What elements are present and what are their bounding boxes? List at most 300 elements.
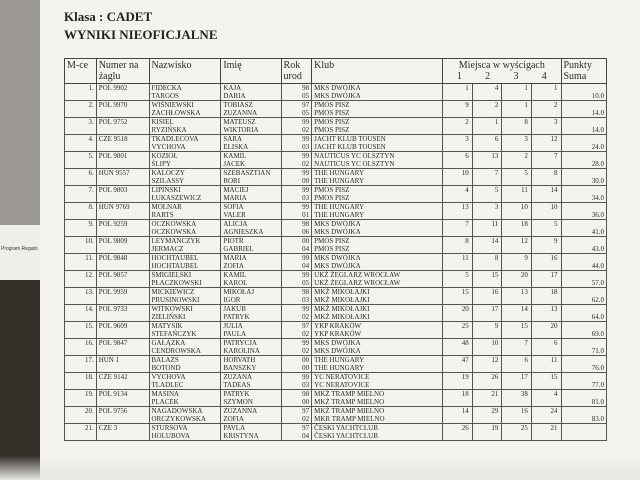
race-2-place-cell-text: 17 — [491, 305, 499, 313]
race-2-place-cell-text: 21 — [491, 390, 499, 398]
club-cell-text: PMOS PISZ — [314, 126, 350, 134]
birth-year-cell-text: 03 — [302, 143, 310, 151]
first-name-cell-text: ALICJA — [223, 220, 248, 228]
club-cell — [312, 322, 443, 339]
table-row — [65, 169, 607, 186]
race-1-place-cell — [443, 271, 473, 288]
surname-cell — [149, 101, 221, 118]
sail-number-cell — [96, 407, 149, 424]
surname-cell-text: STURSOVA — [151, 424, 188, 432]
race-4-place-cell-text: 17 — [550, 271, 558, 279]
race-4-place-cell — [531, 305, 561, 322]
race-1-place-cell — [443, 322, 473, 339]
race-1-place-cell — [443, 118, 473, 135]
points-total-cell-text: 10.0 — [591, 92, 604, 100]
header-surname: Nazwisko — [149, 59, 221, 84]
place-cell — [65, 84, 97, 101]
race-1-place-cell — [443, 220, 473, 237]
sail-number-cell — [96, 271, 149, 288]
first-name-cell — [221, 254, 281, 271]
surname-cell — [149, 135, 221, 152]
club-cell-text: ČESKI YACHTCLUB — [314, 424, 378, 432]
club-cell-text: NAUTICUS YC OLSZTYN — [314, 160, 395, 168]
place-cell-text: 14. — [84, 305, 94, 313]
birth-year-cell-text: 97 — [302, 424, 310, 432]
race-3-place-cell-text: 20 — [520, 271, 528, 279]
birth-year-cell-text: 00 — [302, 177, 310, 185]
header-race-3: 3 — [513, 71, 519, 82]
race-3-place-cell — [502, 84, 532, 101]
race-3-place-cell-text: 25 — [520, 424, 528, 432]
sail-number-cell — [96, 288, 149, 305]
race-2-place-cell-text: 2 — [494, 101, 499, 109]
race-4-place-cell-text: 3 — [554, 118, 558, 126]
race-2-place-cell — [472, 84, 502, 101]
birth-year-cell-text: 97 — [302, 407, 310, 415]
sail-number-cell-text: CZE 9142 — [98, 373, 128, 381]
sail-number-cell-text: HUN 9769 — [98, 203, 130, 211]
club-cell-text: THE HUNGARY — [314, 177, 365, 185]
race-1-place-cell-text: 2 — [465, 118, 469, 126]
sail-number-cell — [96, 135, 149, 152]
race-3-place-cell — [502, 390, 532, 407]
race-2-place-cell — [472, 271, 502, 288]
points-total-cell-text: 83.0 — [591, 415, 604, 423]
points-total-cell — [561, 271, 607, 288]
surname-cell-text: GAŁĄZKA — [151, 339, 186, 347]
place-cell-text: 4. — [88, 135, 94, 143]
club-cell-text: MKŻ TRAMP MIELNO — [314, 390, 385, 398]
first-name-cell-text: KAJA — [223, 84, 242, 92]
place-cell-text: 11. — [85, 254, 94, 262]
birth-year-cell — [281, 118, 312, 135]
first-name-cell — [221, 84, 281, 101]
sail-number-cell — [96, 203, 149, 220]
sail-number-cell — [96, 186, 149, 203]
surname-cell-text: RARTS — [151, 211, 174, 219]
race-1-place-cell-text: 8 — [465, 237, 469, 245]
surname-cell-text: RYZIŃSKA — [151, 126, 187, 134]
points-total-cell — [561, 305, 607, 322]
place-cell-text: 18. — [84, 373, 94, 381]
place-cell — [65, 271, 97, 288]
first-name-cell-text: MARIA — [223, 254, 247, 262]
points-total-cell-text: 34.0 — [591, 194, 604, 202]
table-header-row — [65, 59, 607, 84]
first-name-cell — [221, 186, 281, 203]
first-name-cell — [221, 220, 281, 237]
race-4-place-cell — [531, 135, 561, 152]
surname-cell — [149, 118, 221, 135]
birth-year-cell — [281, 305, 312, 322]
first-name-cell-text: KRISTYNA — [223, 432, 259, 440]
table-row — [65, 84, 607, 101]
race-4-place-cell — [531, 169, 561, 186]
sail-number-cell — [96, 322, 149, 339]
birth-year-cell — [281, 203, 312, 220]
surname-cell-text: MICKIEWICZ — [151, 288, 195, 296]
race-1-place-cell-text: 6 — [465, 152, 469, 160]
race-4-place-cell — [531, 254, 561, 271]
points-total-cell-text: 71.0 — [591, 347, 604, 355]
club-cell-text: UKŻ ŻEGLARZ WROCŁAW — [314, 271, 401, 279]
race-4-place-cell-text: 8 — [554, 169, 558, 177]
surname-cell — [149, 220, 221, 237]
first-name-cell — [221, 390, 281, 407]
first-name-cell-text: ZUZANNA — [223, 109, 258, 117]
race-2-place-cell-text: 6 — [494, 135, 499, 143]
race-2-place-cell — [472, 203, 502, 220]
first-name-cell-text: MIKOŁAJ — [223, 288, 255, 296]
race-3-place-cell-text: 12 — [520, 237, 528, 245]
first-name-cell-text: SZEBASZTIAN — [223, 169, 271, 177]
race-4-place-cell — [531, 101, 561, 118]
birth-year-cell-text: 99 — [302, 152, 310, 160]
points-total-cell — [561, 152, 607, 169]
birth-year-cell-text: 99 — [302, 135, 310, 143]
club-cell — [312, 203, 443, 220]
first-name-cell-text: SOFIA — [223, 203, 244, 211]
place-cell-text: 10. — [84, 237, 94, 245]
race-2-place-cell — [472, 237, 502, 254]
club-cell — [312, 339, 443, 356]
place-cell — [65, 373, 97, 390]
points-total-cell-text: 57.0 — [591, 279, 604, 287]
club-cell-text: PMOS PISZ — [314, 237, 350, 245]
birth-year-cell-text: 01 — [302, 211, 310, 219]
place-cell — [65, 322, 97, 339]
surname-cell-text: BOTOND — [151, 364, 181, 372]
sail-number-cell-text: POL 9847 — [98, 339, 128, 347]
sail-number-cell — [96, 254, 149, 271]
first-name-cell-text: PATRYCJA — [223, 339, 257, 347]
first-name-cell-text: HORVATH — [223, 356, 256, 364]
points-total-cell — [561, 322, 607, 339]
sail-number-cell-text: HUN 1 — [98, 356, 120, 364]
race-1-place-cell-text: 10 — [461, 169, 469, 177]
first-name-cell — [221, 356, 281, 373]
points-total-cell — [561, 373, 607, 390]
race-1-place-cell-text: 1 — [465, 84, 469, 92]
birth-year-cell-text: 97 — [302, 101, 310, 109]
points-total-cell-text: 36.0 — [591, 211, 604, 219]
race-3-place-cell-text: 14 — [520, 305, 528, 313]
race-1-place-cell — [443, 135, 473, 152]
birth-year-cell — [281, 237, 312, 254]
first-name-cell-text: RORI — [223, 177, 241, 185]
race-4-place-cell-text: 4 — [554, 390, 558, 398]
race-3-place-cell-text: 2 — [524, 152, 528, 160]
header-club: Klub — [312, 59, 443, 84]
race-4-place-cell-text: 13 — [550, 305, 558, 313]
race-1-place-cell — [443, 305, 473, 322]
race-3-place-cell-text: 9 — [524, 254, 528, 262]
club-cell-text: MKŻ MIKOŁAJKI — [314, 288, 370, 296]
race-1-place-cell — [443, 373, 473, 390]
birth-year-cell-text: 02 — [302, 330, 310, 338]
place-cell — [65, 152, 97, 169]
surname-cell-text: TKADLECOVA — [151, 135, 199, 143]
race-4-place-cell — [531, 237, 561, 254]
place-cell — [65, 220, 97, 237]
first-name-cell — [221, 288, 281, 305]
surname-cell-text: ORCZYKOWSKA — [151, 415, 206, 423]
race-1-place-cell — [443, 203, 473, 220]
club-cell-text: MKS DWÓJKA — [314, 347, 361, 355]
place-cell — [65, 254, 97, 271]
table-row — [65, 288, 607, 305]
race-2-place-cell — [472, 356, 502, 373]
place-cell — [65, 101, 97, 118]
race-4-place-cell-text: 6 — [554, 339, 558, 347]
first-name-cell — [221, 305, 281, 322]
birth-year-cell-text: 99 — [302, 118, 310, 126]
place-cell — [65, 186, 97, 203]
race-3-place-cell-text: 1 — [524, 84, 528, 92]
sail-number-cell-text: POL 9756 — [98, 407, 128, 415]
birth-year-cell-text: 97 — [302, 322, 310, 330]
points-total-cell — [561, 237, 607, 254]
points-total-cell-text: 30.0 — [591, 177, 604, 185]
club-cell-text: ČESKI YACHTCLUB — [314, 432, 378, 440]
sail-number-cell-text: POL 9259 — [98, 220, 128, 228]
club-cell — [312, 390, 443, 407]
surname-cell-text: PŁACZKOWSKI — [151, 279, 202, 287]
race-3-place-cell — [502, 339, 532, 356]
race-1-place-cell — [443, 237, 473, 254]
birth-year-cell — [281, 101, 312, 118]
race-4-place-cell-text: 5 — [554, 220, 558, 228]
race-1-place-cell-text: 3 — [465, 135, 469, 143]
sail-number-cell-text: POL 9609 — [98, 322, 128, 330]
club-cell-text: MKS DWÓJKA — [314, 220, 361, 228]
club-cell-text: JACHT KLUB TOUSEN — [314, 135, 386, 143]
race-3-place-cell-text: 10 — [520, 203, 528, 211]
birth-year-cell-text: 03 — [302, 296, 310, 304]
club-cell — [312, 101, 443, 118]
birth-year-cell-text: 99 — [302, 305, 310, 313]
surname-cell-text: MASINA — [151, 390, 180, 398]
birth-year-cell-text: 99 — [302, 271, 310, 279]
race-2-place-cell — [472, 424, 502, 441]
race-2-place-cell-text: 8 — [494, 254, 499, 262]
club-cell — [312, 135, 443, 152]
birth-year-cell-text: 05 — [302, 92, 310, 100]
club-cell-text: PMOS PISZ — [314, 194, 350, 202]
points-total-cell — [561, 186, 607, 203]
surname-cell-text: LEYMAŃCZYK — [151, 237, 201, 245]
sail-number-cell — [96, 101, 149, 118]
sail-number-cell-text: POL 9801 — [98, 152, 128, 160]
surname-cell-text: PLACEK — [151, 398, 179, 406]
race-2-place-cell-text: 10 — [491, 339, 499, 347]
birth-year-cell-text: 98 — [302, 84, 310, 92]
surname-cell-text: STEFAŃCZYK — [151, 330, 197, 338]
table-row — [65, 356, 607, 373]
surname-cell-text: PRUSINOWSKI — [151, 296, 200, 304]
surname-cell — [149, 254, 221, 271]
race-3-place-cell-text: 11 — [521, 186, 528, 194]
race-3-place-cell — [502, 101, 532, 118]
race-4-place-cell-text: 16 — [550, 254, 558, 262]
surname-cell-text: HOCHTAUBEL — [151, 254, 199, 262]
table-row — [65, 135, 607, 152]
race-2-place-cell — [472, 305, 502, 322]
place-cell-text: 5. — [88, 152, 94, 160]
race-3-place-cell — [502, 254, 532, 271]
sail-number-cell — [96, 339, 149, 356]
race-2-place-cell — [472, 169, 502, 186]
first-name-cell-text: KAROL — [223, 279, 248, 287]
club-cell — [312, 186, 443, 203]
first-name-cell-text: KAROLINA — [223, 347, 260, 355]
sail-number-cell — [96, 356, 149, 373]
race-2-place-cell — [472, 152, 502, 169]
race-3-place-cell — [502, 424, 532, 441]
birth-year-cell — [281, 169, 312, 186]
table-row — [65, 254, 607, 271]
first-name-cell-text: ELISKA — [223, 143, 249, 151]
sail-number-cell — [96, 220, 149, 237]
place-cell-text: 8. — [88, 203, 94, 211]
place-cell — [65, 424, 97, 441]
surname-cell — [149, 322, 221, 339]
race-4-place-cell-text: 20 — [550, 322, 558, 330]
surname-cell-text: KOZIOŁ — [151, 152, 178, 160]
race-1-place-cell — [443, 339, 473, 356]
points-total-cell-text: 69.0 — [591, 330, 604, 338]
birth-year-cell-text: 99 — [302, 186, 310, 194]
header-race-4: 4 — [541, 71, 547, 82]
surname-cell — [149, 152, 221, 169]
sail-number-cell-text: POL 9857 — [98, 271, 128, 279]
first-name-cell-text: VALER — [223, 211, 246, 219]
race-2-place-cell-text: 13 — [491, 152, 499, 160]
first-name-cell-text: DARIA — [223, 92, 246, 100]
club-cell-text: MKR TRAMP MIELNO — [314, 415, 385, 423]
race-1-place-cell — [443, 288, 473, 305]
birth-year-cell-text: 02 — [302, 160, 310, 168]
sail-number-cell-text: POL 9959 — [98, 288, 128, 296]
points-total-cell — [561, 118, 607, 135]
race-2-place-cell-text: 1 — [494, 118, 499, 126]
race-4-place-cell-text: 7 — [554, 152, 558, 160]
first-name-cell — [221, 203, 281, 220]
sail-number-cell — [96, 305, 149, 322]
sail-number-cell-text: POL 9902 — [98, 84, 128, 92]
surname-cell-text: VYCHOVA — [151, 143, 186, 151]
points-total-cell — [561, 254, 607, 271]
points-total-cell — [561, 220, 607, 237]
surname-cell-text: ŚMIGIELSKI — [151, 271, 192, 279]
club-cell — [312, 424, 443, 441]
first-name-cell-text: MATEUSZ — [223, 118, 256, 126]
header-first-name: Imię — [221, 59, 281, 84]
surname-cell — [149, 339, 221, 356]
place-cell-text: 12. — [84, 271, 94, 279]
club-cell — [312, 271, 443, 288]
points-total-cell-text: 41.0 — [591, 228, 604, 236]
table-row — [65, 186, 607, 203]
birth-year-cell-text: 02 — [302, 313, 310, 321]
club-cell — [312, 118, 443, 135]
surname-cell-text: CENDROWSKA — [151, 347, 201, 355]
sail-number-cell-text: POL 9733 — [98, 305, 128, 313]
club-cell-text: YKP KRAKÓW — [314, 322, 362, 330]
first-name-cell-text: WIKTORIA — [223, 126, 259, 134]
birth-year-cell — [281, 322, 312, 339]
points-total-cell-text: 28.0 — [591, 160, 604, 168]
club-cell-text: UKŻ ŻEGLARZ WROCŁAW — [314, 279, 401, 287]
race-4-place-cell — [531, 288, 561, 305]
race-3-place-cell — [502, 220, 532, 237]
birth-year-cell — [281, 220, 312, 237]
race-2-place-cell-text: 16 — [491, 288, 499, 296]
race-1-place-cell — [443, 407, 473, 424]
sail-number-cell — [96, 237, 149, 254]
race-4-place-cell-text: 1 — [554, 84, 558, 92]
place-cell-text: 17. — [84, 356, 94, 364]
points-total-cell — [561, 135, 607, 152]
birth-year-cell — [281, 373, 312, 390]
sail-number-cell-text: POL 9809 — [98, 237, 128, 245]
race-3-place-cell — [502, 203, 532, 220]
place-cell — [65, 203, 97, 220]
place-cell-text: 21. — [84, 424, 94, 432]
race-4-place-cell-text: 12 — [550, 135, 558, 143]
race-1-place-cell-text: 48 — [461, 339, 469, 347]
birth-year-cell-text: 99 — [302, 203, 310, 211]
first-name-cell-text: PIOTR — [223, 237, 244, 245]
table-row — [65, 237, 607, 254]
race-2-place-cell-text: 4 — [494, 84, 499, 92]
race-3-place-cell — [502, 135, 532, 152]
race-4-place-cell-text: 15 — [550, 373, 558, 381]
birth-year-cell-text: 05 — [302, 279, 310, 287]
table-row — [65, 271, 607, 288]
race-4-place-cell-text: 18 — [550, 288, 558, 296]
place-cell-text: 16. — [84, 339, 94, 347]
first-name-cell-text: PATRYK — [223, 390, 250, 398]
surname-cell-text: NAGADOWSKA — [151, 407, 203, 415]
birth-year-cell — [281, 356, 312, 373]
place-cell — [65, 118, 97, 135]
surname-cell-text: MATYSIK — [151, 322, 183, 330]
club-cell — [312, 373, 443, 390]
points-total-cell — [561, 356, 607, 373]
race-2-place-cell — [472, 322, 502, 339]
race-2-place-cell — [472, 407, 502, 424]
header-race-1: 1 — [456, 71, 462, 82]
birth-year-cell-text: 99 — [302, 169, 310, 177]
surname-cell-text: TLADLEC — [151, 381, 184, 389]
surname-cell-text: WIŚNIEWSKI — [151, 101, 194, 109]
race-2-place-cell-text: 29 — [491, 407, 499, 415]
table-row — [65, 407, 607, 424]
sail-number-cell — [96, 390, 149, 407]
club-cell-text: NAUTICUS YC OLSZTYN — [314, 152, 395, 160]
race-3-place-cell-text: 13 — [520, 288, 528, 296]
background-dark-area — [0, 280, 42, 480]
race-3-place-cell-text: 15 — [520, 322, 528, 330]
surname-cell — [149, 203, 221, 220]
club-cell-text: PMOS PISZ — [314, 118, 350, 126]
birth-year-cell — [281, 407, 312, 424]
birth-year-cell-text: 98 — [302, 390, 310, 398]
race-1-place-cell-text: 25 — [461, 322, 469, 330]
first-name-cell-text: ZUZANNA — [223, 407, 258, 415]
first-name-cell — [221, 424, 281, 441]
